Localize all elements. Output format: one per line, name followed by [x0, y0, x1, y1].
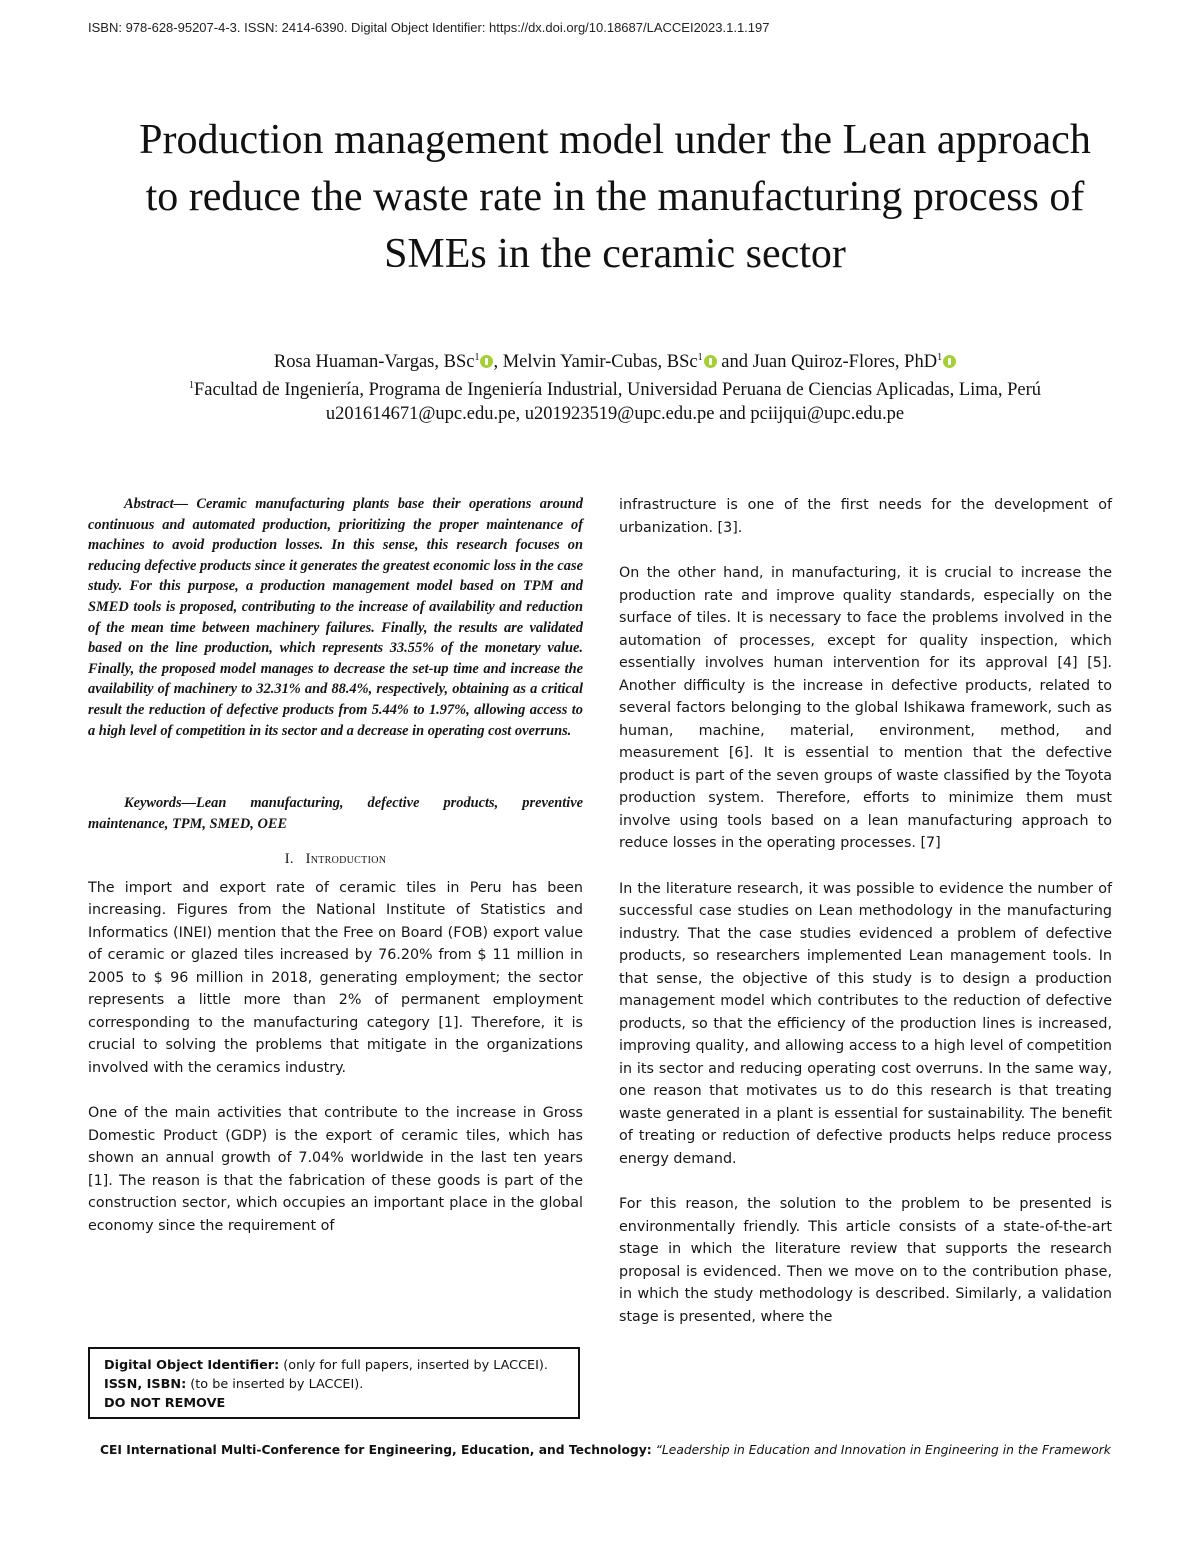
paragraph: In the literature research, it was possible to evidence the number of successful case studies on Lean methodology in the manufacturing industry. That the case studies evidenced a problem of defective products, so researchers implemented Lean management tools. In that sense, the objective of this study is to design a production management model which contributes to the reduction of defective products, so that the efficiency of the production lines is increased, improving quality, and allowing access to a high level of competition in its sector and reducing operating cost overruns. In the same way, one reason that motivates us to do this research is that treating waste generated in a plant is essential for sustainability. The benefit of treating or reduction of defective products helps reduce process energy demand.: [619, 880, 1112, 1167]
author-name: Juan Quiroz-Flores, PhD: [752, 352, 938, 373]
orcid-icon[interactable]: [480, 355, 493, 368]
page-footer: [100, 1443, 1111, 1457]
notice-label: Digital Object Identifier:: [104, 1358, 280, 1373]
paragraph: On the other hand, in manufacturing, it is crucial to increase the production rate and improve quality standards, especially on the surface of tiles. It is necessary to face the problems involved in the automation of processes, except for quality inspection, which essentially involves human intervention for its approval [4] [5]. Another difficulty is the increase in defective products, related to several factors belonging to the global Ishikawa framework, such as human, machine, material, environment, method, and measurement [6]. It is essential to mention that the defective product is part of the seven groups of waste classified by the Toyota production system. Therefore, efforts to minimize them must involve using tools based on a lean manufacturing approach to reduce losses in the operating processes. [7]: [619, 565, 1112, 851]
section-title: Introduction: [305, 851, 387, 868]
notice-line-warning: [104, 1394, 564, 1413]
author-name: Rosa Huaman-Vargas, BSc: [273, 352, 475, 373]
orcid-icon[interactable]: [943, 355, 956, 368]
keywords: Keywords—Lean manufacturing, defective products, preventive maintenance, TPM, SMED, OEE: [88, 795, 583, 832]
author-separator: ,: [493, 352, 503, 373]
notice-text: (to be inserted by LACCEI).: [186, 1377, 364, 1392]
section-number: I.: [284, 851, 294, 868]
author-affiliation-mark: 1: [697, 352, 703, 363]
orcid-icon[interactable]: [704, 355, 717, 368]
notice-warning: DO NOT REMOVE: [104, 1396, 226, 1411]
author-list: [100, 346, 1130, 374]
doi-notice-box: [88, 1347, 580, 1419]
author-affiliation-mark: 1: [937, 352, 943, 363]
paragraph: One of the main activities that contribute to the increase in Gross Domestic Product (GDP) is the export of ceramic tiles, which has shown an annual growth of 7.04% worldwide in the last ten years [1]. The reason is that the fabrication of these goods is part of the construction sector, which occupies an important place in the global economy since the requirement of: [88, 1105, 583, 1234]
abstract-text: Abstract— Ceramic manufacturing plants base their operations around continuous and automated production, prioritizing the proper maintenance of machines to avoid production losses. In this sense, this research focuses on reducing defective products since it generates the greatest economic loss in the case study. For this purpose, a production management model based on TPM and SMED tools is proposed, contributing to the increase of availability and reduction of the mean time between machinery failures. Finally, the results are validated based on the line production, which represents 33.55% of the monetary value. Finally, the proposed model manages to decrease the set-up time and increase the availability of machinery to 32.31% and 88.4%, respectively, obtaining as a critical result the reduction of defective products from 5.44% to 1.97%, allowing access to a high level of competition in its sector and a decrease in operating cost overruns.: [88, 496, 583, 739]
notice-line-issn: [104, 1375, 564, 1394]
affiliation: Facultad de Ingeniería, Programa de Ingeniería Industrial, Universidad Peruana de Ciencias Aplicadas, Lima, Perú: [193, 380, 1042, 401]
author-separator: and: [716, 352, 753, 373]
notice-label: ISSN, ISBN:: [104, 1377, 187, 1392]
header-identifiers: ISBN: 978-628-95207-4-3. ISSN: 2414-6390. Digital Object Identifier: https://dx.doi.org/10.18687/LACCEI2023.1.1.197: [88, 20, 770, 35]
right-column: [619, 494, 1112, 1351]
footer-conference: CEI International Multi-Conference for Engineering, Education, and Technology:: [100, 1443, 652, 1457]
author-name: Melvin Yamir-Cubas, BSc: [502, 352, 698, 373]
paragraph: infrastructure is one of the first needs for the development of urbanization. [3].: [619, 497, 1112, 536]
paragraph: The import and export rate of ceramic tiles in Peru has been increasing. Figures from the National Institute of Statistics and Informatics (INEI) mention that the Free on Board (FOB) export value of ceramic or glazed tiles increased by 76.20% from $ 11 million in 2005 to $ 96 million in 2018, generating employment; the sector represents a little more than 2% of permanent employment corresponding to the manufacturing category [1]. Therefore, it is crucial to solving the problems that mitigate in the organizations involved with the ceramics industry.: [88, 879, 583, 1076]
affiliation-line: [100, 374, 1130, 402]
paragraph: For this reason, the solution to the problem to be presented is environmentally friendly. This article consists of a state-of-the-art stage in which the literature review that supports the research proposal is evidenced. Then we move on to the contribution phase, in which the study methodology is described. Similarly, a validation stage is presented, where the: [619, 1196, 1112, 1325]
left-column: [88, 494, 583, 1260]
author-affiliation-mark: 1: [474, 352, 480, 363]
notice-line-doi: [104, 1356, 564, 1375]
author-block: [100, 346, 1130, 426]
author-emails: u201614671@upc.edu.pe, u201923519@upc.edu.pe and pciijqui@upc.edu.pe: [325, 404, 905, 425]
footer-theme: “Leadership in Education and Innovation in Engineering in the Framework: [651, 1443, 1111, 1457]
notice-text: (only for full papers, inserted by LACCEI).: [279, 1358, 548, 1373]
abstract: [88, 494, 583, 741]
paper-title: Production management model under the Lean approach to reduce the waste rate in the manufacturing process of SMEs in the ceramic sector: [139, 117, 1091, 277]
section-heading-introduction: [88, 848, 583, 871]
affiliation-mark: 1: [188, 380, 194, 392]
